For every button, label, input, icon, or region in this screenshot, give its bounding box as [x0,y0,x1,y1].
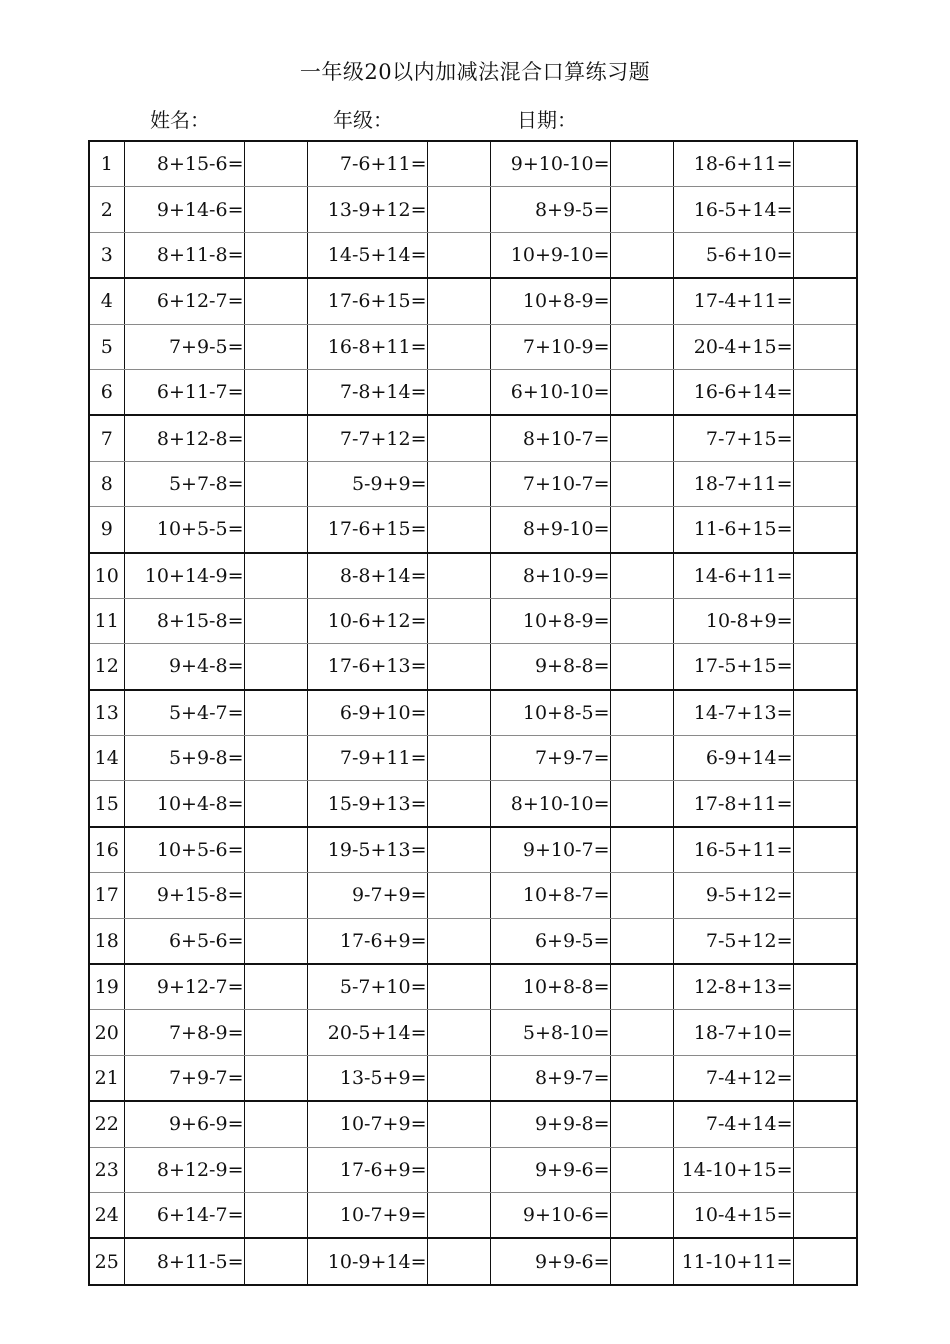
equation-cell: 6-9+10= [307,690,427,736]
table-row [89,278,857,324]
answer-cell[interactable] [793,964,857,1010]
answer-cell[interactable] [427,964,490,1010]
equation-cell: 10+8-7= [490,873,610,918]
equation-cell: 14-5+14= [307,232,427,278]
table-row [89,507,857,553]
equation-cell: 7+8-9= [124,1010,244,1055]
answer-cell[interactable] [244,964,307,1010]
equation-cell: 8+10-7= [490,415,610,461]
row-number: 16 [89,827,124,873]
equation-cell: 6+9-5= [490,918,610,964]
table-row [89,415,857,461]
answer-cell[interactable] [427,553,490,599]
equation-cell: 17-6+15= [307,278,427,324]
equation-cell: 10+8-8= [490,964,610,1010]
equation-cell: 5-9+9= [307,461,427,506]
table-row [89,1101,857,1147]
row-number: 17 [89,873,124,918]
equation-cell: 8+9-10= [490,507,610,553]
answer-cell[interactable] [610,232,673,278]
table-row [89,1010,857,1055]
equation-cell: 13-9+12= [307,187,427,232]
table-row [89,690,857,736]
answer-cell[interactable] [610,1101,673,1147]
answer-cell[interactable] [244,690,307,736]
answer-cell[interactable] [244,1192,307,1238]
answer-cell[interactable] [244,781,307,827]
answer-cell[interactable] [244,553,307,599]
table-row [89,1055,857,1101]
equation-cell: 7-7+12= [307,415,427,461]
table-row [89,873,857,918]
answer-cell[interactable] [793,736,857,781]
row-number: 6 [89,369,124,415]
answer-cell[interactable] [427,598,490,643]
equation-cell: 8+12-8= [124,415,244,461]
equation-cell: 6+14-7= [124,1192,244,1238]
name-label: 姓名： [150,108,210,132]
answer-cell[interactable] [610,964,673,1010]
answer-cell[interactable] [244,1238,307,1284]
answer-cell[interactable] [244,1101,307,1147]
equation-cell: 7-4+14= [673,1101,793,1147]
answer-cell[interactable] [244,736,307,781]
equation-cell: 8+10-10= [490,781,610,827]
answer-cell[interactable] [793,644,857,690]
table-row [89,598,857,643]
answer-cell[interactable] [244,369,307,415]
row-number: 24 [89,1192,124,1238]
equation-cell: 10+4-8= [124,781,244,827]
equation-cell: 8+9-5= [490,187,610,232]
row-number: 25 [89,1238,124,1284]
row-number: 14 [89,736,124,781]
equation-cell: 5+7-8= [124,461,244,506]
answer-cell[interactable] [793,415,857,461]
table-row [89,964,857,1010]
equation-cell: 9+12-7= [124,964,244,1010]
answer-cell[interactable] [610,553,673,599]
equation-cell: 9+14-6= [124,187,244,232]
equation-cell: 7+10-7= [490,461,610,506]
answer-cell[interactable] [610,873,673,918]
table-row [89,1238,857,1284]
equation-cell: 13-5+9= [307,1055,427,1101]
row-number: 22 [89,1101,124,1147]
answer-cell[interactable] [793,141,857,187]
answer-cell[interactable] [427,1192,490,1238]
equation-cell: 20-5+14= [307,1010,427,1055]
equation-cell: 7+9-5= [124,324,244,369]
answer-cell[interactable] [427,690,490,736]
equation-cell: 8+11-5= [124,1238,244,1284]
equation-cell: 7-6+11= [307,141,427,187]
answer-cell[interactable] [427,918,490,964]
worksheet-title: 一年级20以内加减法混合口算练习题 [299,60,651,84]
answer-cell[interactable] [244,507,307,553]
equation-cell: 17-6+13= [307,644,427,690]
answer-cell[interactable] [610,324,673,369]
equation-cell: 17-6+9= [307,918,427,964]
answer-cell[interactable] [427,644,490,690]
equation-cell: 10+5-6= [124,827,244,873]
equation-cell: 10+8-9= [490,278,610,324]
equation-cell: 10+8-9= [490,598,610,643]
answer-cell[interactable] [244,415,307,461]
equation-cell: 7-7+15= [673,415,793,461]
equation-cell: 16-6+14= [673,369,793,415]
equation-cell: 11-6+15= [673,507,793,553]
equation-cell: 9+9-6= [490,1147,610,1192]
equation-cell: 5+8-10= [490,1010,610,1055]
table-row [89,644,857,690]
equation-cell: 11-10+11= [673,1238,793,1284]
table-row [89,141,857,187]
equation-cell: 8+12-9= [124,1147,244,1192]
equation-cell: 10+5-5= [124,507,244,553]
equation-cell: 8+9-7= [490,1055,610,1101]
table-row [89,918,857,964]
answer-cell[interactable] [244,918,307,964]
answer-cell[interactable] [244,141,307,187]
answer-cell[interactable] [610,918,673,964]
answer-cell[interactable] [427,415,490,461]
row-number: 15 [89,781,124,827]
answer-cell[interactable] [244,873,307,918]
answer-cell[interactable] [427,461,490,506]
answer-cell[interactable] [610,690,673,736]
table-row [89,553,857,599]
equation-cell: 12-8+13= [673,964,793,1010]
answer-cell[interactable] [610,461,673,506]
equation-cell: 10-7+9= [307,1192,427,1238]
answer-cell[interactable] [793,324,857,369]
answer-cell[interactable] [427,873,490,918]
answer-cell[interactable] [244,1147,307,1192]
equation-cell: 17-8+11= [673,781,793,827]
date-label: 日期： [517,108,577,132]
answer-cell[interactable] [793,232,857,278]
answer-cell[interactable] [610,1192,673,1238]
table-row [89,187,857,232]
answer-cell[interactable] [610,1055,673,1101]
equation-cell: 14-10+15= [673,1147,793,1192]
equation-cell: 10+9-10= [490,232,610,278]
equation-cell: 7+9-7= [490,736,610,781]
row-number: 8 [89,461,124,506]
equation-cell: 7+9-7= [124,1055,244,1101]
row-number: 4 [89,278,124,324]
table-row [89,369,857,415]
answer-cell[interactable] [244,598,307,643]
equation-cell: 17-4+11= [673,278,793,324]
equation-cell: 6+11-7= [124,369,244,415]
equation-cell: 19-5+13= [307,827,427,873]
equation-cell: 9-5+12= [673,873,793,918]
equation-cell: 17-5+15= [673,644,793,690]
equation-cell: 6+12-7= [124,278,244,324]
answer-cell[interactable] [427,1101,490,1147]
equation-cell: 17-6+9= [307,1147,427,1192]
answer-cell[interactable] [610,187,673,232]
answer-cell[interactable] [610,1147,673,1192]
equation-cell: 10-4+15= [673,1192,793,1238]
answer-cell[interactable] [793,1101,857,1147]
equation-cell: 9+9-8= [490,1101,610,1147]
answer-cell[interactable] [610,827,673,873]
equation-cell: 10-9+14= [307,1238,427,1284]
equation-cell: 9+6-9= [124,1101,244,1147]
equation-cell: 7-4+12= [673,1055,793,1101]
answer-cell[interactable] [244,1010,307,1055]
equation-cell: 16-5+14= [673,187,793,232]
equation-cell: 20-4+15= [673,324,793,369]
exercise-table [88,140,858,1286]
row-number: 21 [89,1055,124,1101]
equation-cell: 9+9-6= [490,1238,610,1284]
equation-cell: 9+15-8= [124,873,244,918]
equation-cell: 6+10-10= [490,369,610,415]
equation-cell: 6-9+14= [673,736,793,781]
answer-cell[interactable] [244,1055,307,1101]
row-number: 3 [89,232,124,278]
equation-cell: 18-6+11= [673,141,793,187]
answer-cell[interactable] [244,461,307,506]
equation-cell: 10-6+12= [307,598,427,643]
row-number: 9 [89,507,124,553]
equation-cell: 16-8+11= [307,324,427,369]
answer-cell[interactable] [610,598,673,643]
table-row [89,827,857,873]
answer-cell[interactable] [427,1010,490,1055]
row-number: 5 [89,324,124,369]
answer-cell[interactable] [793,1010,857,1055]
table-row [89,736,857,781]
answer-cell[interactable] [610,1238,673,1284]
answer-cell[interactable] [427,827,490,873]
equation-cell: 15-9+13= [307,781,427,827]
row-number: 23 [89,1147,124,1192]
row-number: 13 [89,690,124,736]
answer-cell[interactable] [793,369,857,415]
equation-cell: 9+10-10= [490,141,610,187]
answer-cell[interactable] [427,1055,490,1101]
equation-cell: 10-7+9= [307,1101,427,1147]
equation-cell: 8+11-8= [124,232,244,278]
answer-cell[interactable] [610,369,673,415]
equation-cell: 7-5+12= [673,918,793,964]
exercise-rows [89,141,857,1285]
row-number: 20 [89,1010,124,1055]
answer-cell[interactable] [793,1238,857,1284]
equation-cell: 7-8+14= [307,369,427,415]
answer-cell[interactable] [427,736,490,781]
answer-cell[interactable] [610,644,673,690]
table-row [89,461,857,506]
answer-cell[interactable] [427,278,490,324]
equation-cell: 9-7+9= [307,873,427,918]
answer-cell[interactable] [610,781,673,827]
equation-cell: 5-6+10= [673,232,793,278]
equation-cell: 18-7+11= [673,461,793,506]
table-row [89,1147,857,1192]
row-number: 7 [89,415,124,461]
equation-cell: 9+10-7= [490,827,610,873]
answer-cell[interactable] [244,232,307,278]
answer-cell[interactable] [793,278,857,324]
answer-cell[interactable] [610,507,673,553]
answer-cell[interactable] [793,781,857,827]
answer-cell[interactable] [427,187,490,232]
equation-cell: 9+4-8= [124,644,244,690]
equation-cell: 18-7+10= [673,1010,793,1055]
table-row [89,324,857,369]
equation-cell: 8+15-8= [124,598,244,643]
answer-cell[interactable] [610,278,673,324]
answer-cell[interactable] [793,461,857,506]
answer-cell[interactable] [427,141,490,187]
row-number: 11 [89,598,124,643]
answer-cell[interactable] [793,1192,857,1238]
equation-cell: 10+8-5= [490,690,610,736]
answer-cell[interactable] [793,187,857,232]
row-number: 2 [89,187,124,232]
answer-cell[interactable] [610,736,673,781]
answer-cell[interactable] [244,324,307,369]
equation-cell: 17-6+15= [307,507,427,553]
row-number: 12 [89,644,124,690]
row-number: 1 [89,141,124,187]
equation-cell: 10-8+9= [673,598,793,643]
row-number: 19 [89,964,124,1010]
answer-cell[interactable] [427,1238,490,1284]
answer-cell[interactable] [793,507,857,553]
answer-cell[interactable] [244,278,307,324]
equation-cell: 6+5-6= [124,918,244,964]
answer-cell[interactable] [793,827,857,873]
answer-cell[interactable] [793,1055,857,1101]
answer-cell[interactable] [427,369,490,415]
answer-cell[interactable] [793,690,857,736]
answer-cell[interactable] [427,1147,490,1192]
answer-cell[interactable] [244,827,307,873]
answer-cell[interactable] [244,644,307,690]
answer-cell[interactable] [793,1147,857,1192]
equation-cell: 16-5+11= [673,827,793,873]
answer-cell[interactable] [244,187,307,232]
answer-cell[interactable] [793,918,857,964]
answer-cell[interactable] [427,324,490,369]
grade-label: 年级： [333,108,393,132]
equation-cell: 5+9-8= [124,736,244,781]
answer-cell[interactable] [610,141,673,187]
equation-cell: 9+10-6= [490,1192,610,1238]
equation-cell: 9+8-8= [490,644,610,690]
equation-cell: 7+10-9= [490,324,610,369]
answer-cell[interactable] [427,507,490,553]
row-number: 18 [89,918,124,964]
row-number: 10 [89,553,124,599]
equation-cell: 14-6+11= [673,553,793,599]
answer-cell[interactable] [610,1010,673,1055]
table-row [89,232,857,278]
answer-cell[interactable] [427,232,490,278]
answer-cell[interactable] [793,553,857,599]
equation-cell: 8+15-6= [124,141,244,187]
equation-cell: 10+14-9= [124,553,244,599]
equation-cell: 8-8+14= [307,553,427,599]
answer-cell[interactable] [793,598,857,643]
answer-cell[interactable] [793,873,857,918]
equation-cell: 5-7+10= [307,964,427,1010]
equation-cell: 14-7+13= [673,690,793,736]
answer-cell[interactable] [427,781,490,827]
equation-cell: 5+4-7= [124,690,244,736]
answer-cell[interactable] [610,415,673,461]
table-row [89,1192,857,1238]
equation-cell: 8+10-9= [490,553,610,599]
table-row [89,781,857,827]
equation-cell: 7-9+11= [307,736,427,781]
